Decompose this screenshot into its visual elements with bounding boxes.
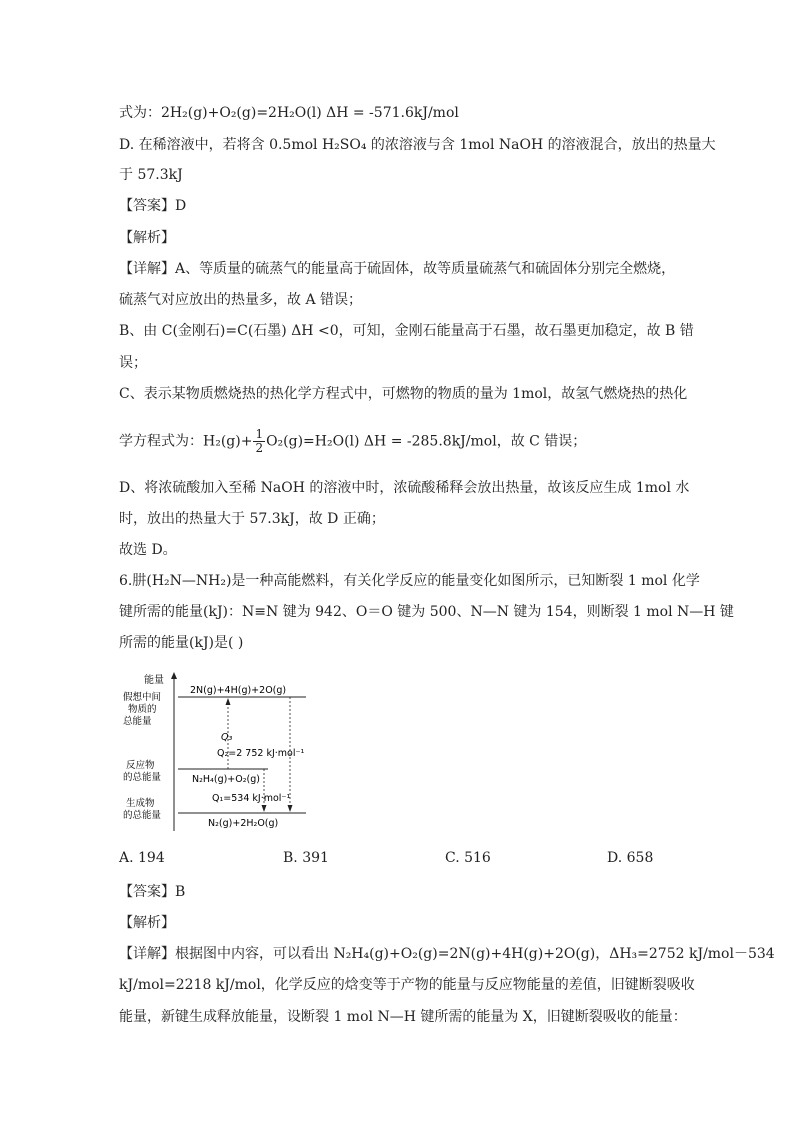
fraction-one-half (253, 428, 265, 455)
text-line: 能量，新键生成释放能量，设断裂 1 mol N—H 键所需的能量为 X，旧键断裂吸收的能量： (119, 1009, 687, 1025)
explanation-6: 【详解】根据图中内容，可以看出 N₂H₄(g)+O₂(g)=2N(g)+4H(g)+2O(g)，ΔH₃=2752 kJ/mol－534 (119, 946, 775, 962)
label-products: 的总能量 (123, 810, 162, 821)
q1-label: Q₁=534 kJ·mol⁻¹ (212, 793, 291, 804)
answer-label: 【答案】D (119, 198, 187, 214)
text-line: 误； (119, 355, 147, 371)
option-d-statement: D. 在稀溶液中，若将含 0.5mol H₂SO₄ 的浓溶液与含 1mol NaOH 的溶液混合，放出的热量大 (119, 137, 716, 153)
fraction-denominator: 2 (255, 441, 264, 455)
energy-diagram (118, 668, 318, 836)
axis-arrow-icon (171, 672, 177, 679)
question-6: 6.肼(H₂N—NH₂)是一种高能燃料，有关化学反应的能量变化如图所示，已知断裂 1 mol 化学 (119, 573, 700, 589)
equation-part: 学方程式为：H₂(g)+ (119, 433, 253, 450)
text-line: 硫蒸气对应放出的热量多，故 A 错误； (119, 292, 363, 308)
label-reactants: 反应物 (126, 760, 155, 771)
option-a: A. 194 (119, 850, 165, 866)
option-b: B. 391 (283, 850, 329, 866)
text-line: kJ/mol=2218 kJ/mol，化学反应的焓变等于产物的能量与反应物能量的差值，旧键断裂吸收 (119, 977, 695, 993)
level-intermediate-label: 2N(g)+4H(g)+2O(g) (190, 685, 287, 696)
explanation-c: C、表示某物质燃烧热的热化学方程式中，可燃物的物质的量为 1mol，故氢气燃烧热的热化 (119, 386, 688, 402)
conclusion: 故选 D。 (119, 542, 177, 558)
answer-label: 【答案】B (119, 884, 186, 900)
explanation-a: 【详解】A、等质量的硫蒸气的能量高于硫固体，故等质量硫蒸气和硫固体分别完全燃烧， (119, 261, 676, 277)
level-reactants-label: N₂H₄(g)+O₂(g) (192, 774, 260, 785)
q3-label: Q₃ (221, 732, 233, 743)
equation-part: O₂(g)=H₂O(l) ΔH = -285.8kJ/mol，故 C 错误； (266, 433, 587, 450)
level-products-label: N₂(g)+2H₂O(g) (208, 818, 279, 829)
label-intermediate: 假想中间 (123, 692, 162, 703)
text-line: 于 57.3kJ (119, 167, 183, 183)
arrow-down-icon (288, 805, 293, 812)
explanation-d: D、将浓硫酸加入至稀 NaOH 的溶液中时，浓硫酸稀释会放出热量，故该反应生成 1mol 水 (119, 480, 690, 496)
label-intermediate: 物质的 (128, 704, 157, 715)
equation-line (119, 428, 684, 455)
axis-label: 能量 (144, 675, 164, 686)
label-products: 生成物 (126, 798, 155, 809)
analysis-label: 【解析】 (119, 915, 175, 931)
arrow-down-icon (262, 805, 267, 812)
label-intermediate: 总能量 (123, 716, 152, 727)
analysis-label: 【解析】 (119, 230, 175, 246)
q2-label: Q₂=2 752 kJ·mol⁻¹ (217, 748, 305, 759)
text-line: 式为：2H₂(g)+O₂(g)=2H₂O(l) ΔH = -571.6kJ/mol (119, 105, 459, 121)
arrow-up-icon (226, 698, 231, 705)
label-reactants: 的总能量 (123, 772, 162, 783)
answer-options (119, 850, 679, 872)
option-d: D. 658 (607, 850, 654, 866)
fraction-numerator: 1 (255, 427, 264, 441)
text-line: 所需的能量(kJ)是( ) (119, 635, 244, 651)
explanation-b: B、由 C(金刚石)=C(石墨) ΔH <0，可知，金刚石能量高于石墨，故石墨更加稳定，故 B 错 (119, 323, 694, 339)
text-line: 键所需的能量(kJ)：N≡N 键为 942、O＝O 键为 500、N—N 键为 154，则断裂 1 mol N—H 键 (119, 604, 734, 620)
text-line: 时，放出的热量大于 57.3kJ，故 D 正确； (119, 511, 385, 527)
option-c: C. 516 (445, 850, 491, 866)
